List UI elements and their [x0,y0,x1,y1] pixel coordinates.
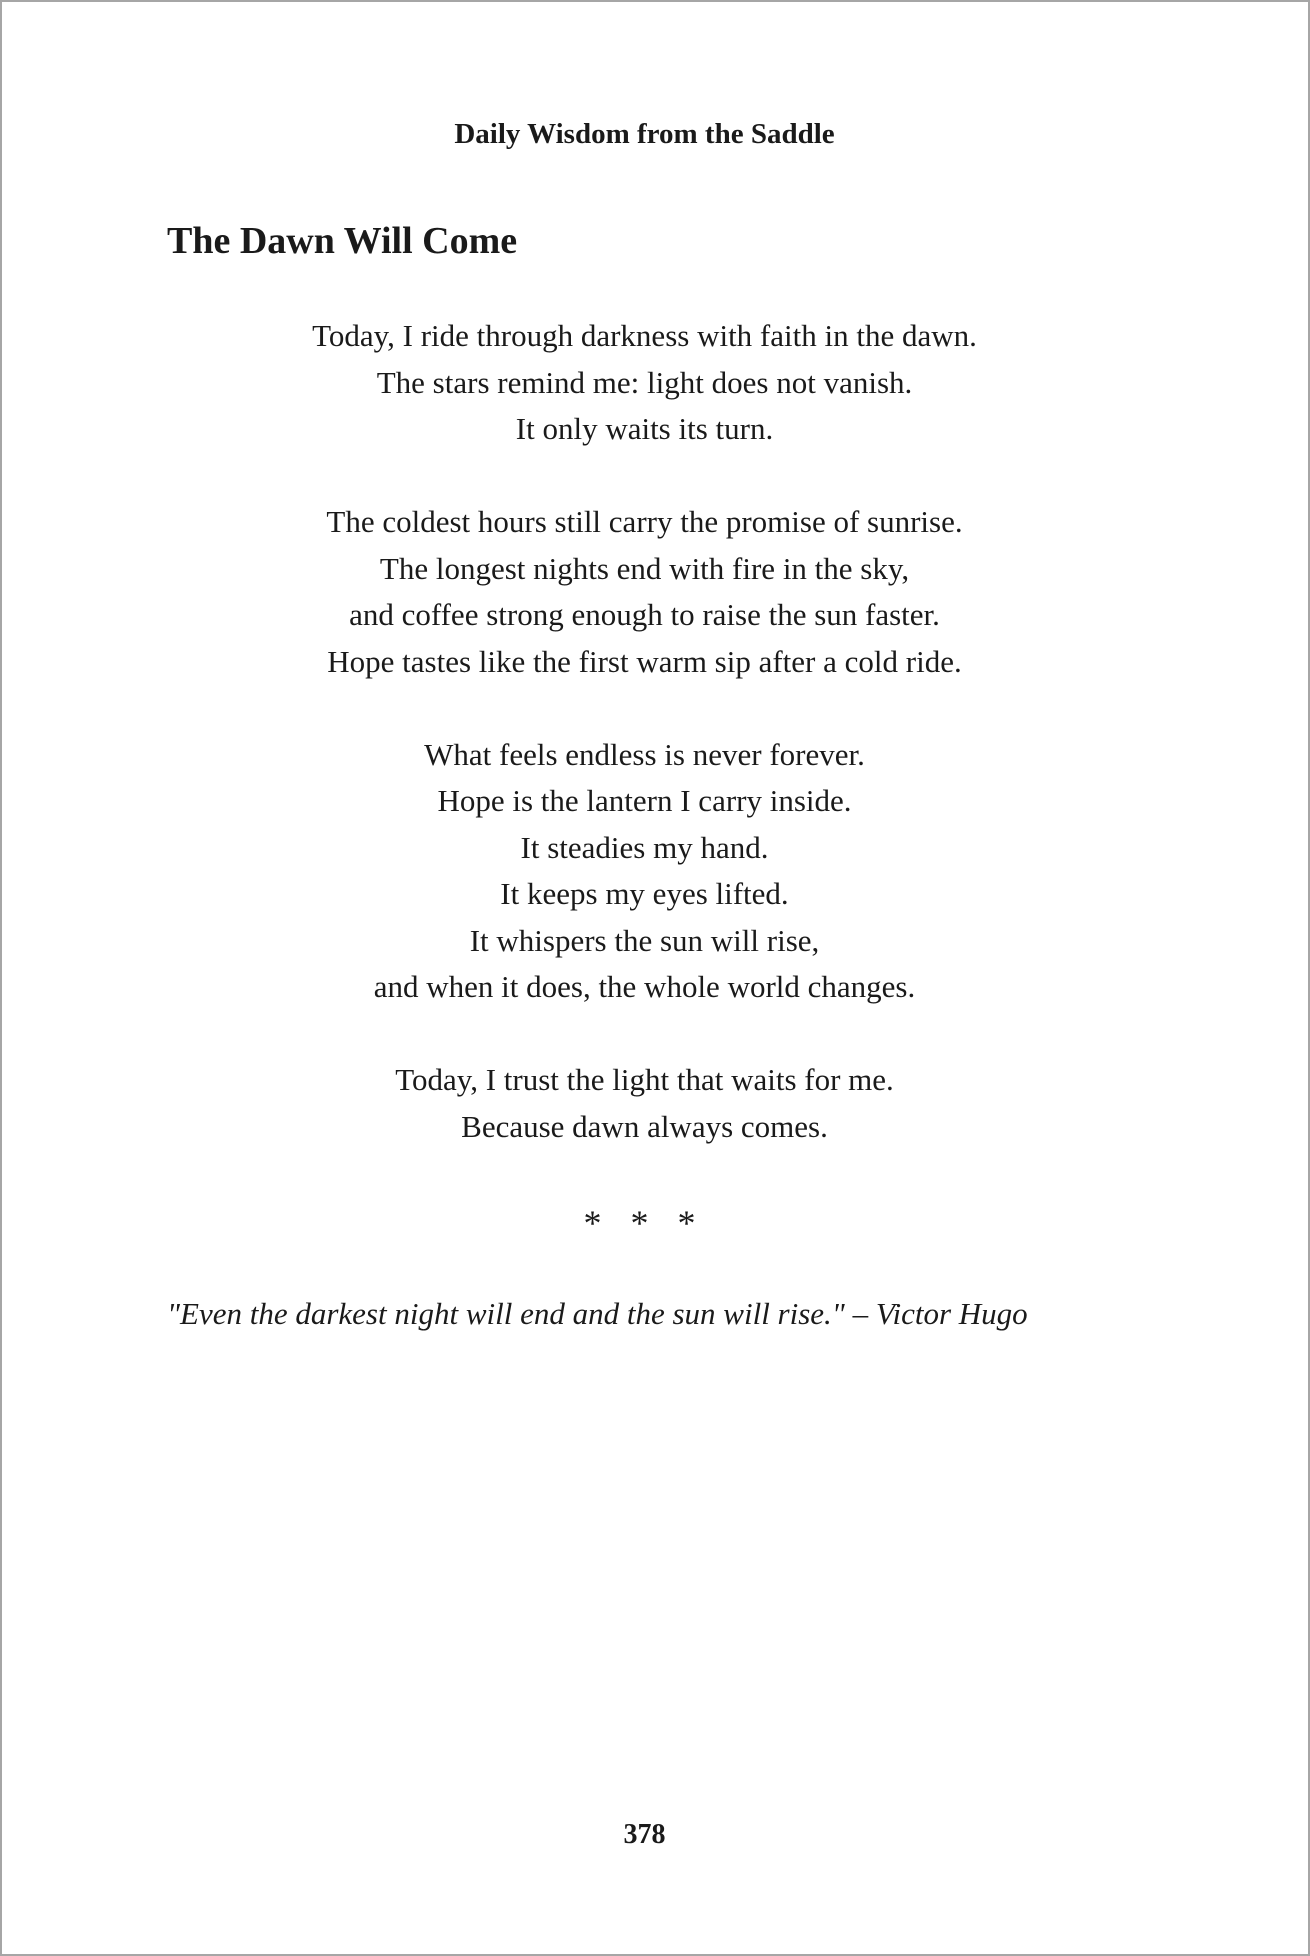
closing-quote: "Even the darkest night will end and the sun will rise." – Victor Hugo [167,1296,1028,1331]
poem-stanza [2,313,1287,453]
poem-line: What feels endless is never forever. [424,736,865,772]
poem-line: It keeps my eyes lifted. [500,876,789,911]
chapter-title: The Dawn Will Come [167,220,518,262]
section-separator: * * * [583,1203,706,1243]
page-number: 378 [623,1819,666,1850]
poem-line: Today, I ride through darkness with faith in the dawn. [312,318,977,353]
poem-line: It only waits its turn. [515,411,774,446]
poem-line: Hope is the lantern I carry inside. [437,783,852,818]
running-head: Daily Wisdom from the Saddle [454,118,835,150]
poem-line: and when it does, the whole world changes. [373,969,916,1004]
poem-line: The longest nights end with fire in the sky, [379,550,910,586]
poem [2,313,1287,1197]
poem-line: The stars remind me: light does not vanish. [376,364,913,400]
poem-line: Hope tastes like the first warm sip after a cold ride. [327,643,962,679]
poem-line: It whispers the sun will rise, [469,922,820,958]
poem-line: and coffee strong enough to raise the sun faster. [349,597,940,632]
poem-line: The coldest hours still carry the promise of sunrise. [326,504,963,539]
poem-stanza [2,499,1287,685]
poem-line: Because dawn always comes. [461,1108,828,1144]
poem-stanza [2,1057,1287,1150]
poem-line: It steadies my hand. [520,829,769,865]
poem-line: Today, I trust the light that waits for me. [395,1062,894,1097]
poem-stanza [2,732,1287,1011]
